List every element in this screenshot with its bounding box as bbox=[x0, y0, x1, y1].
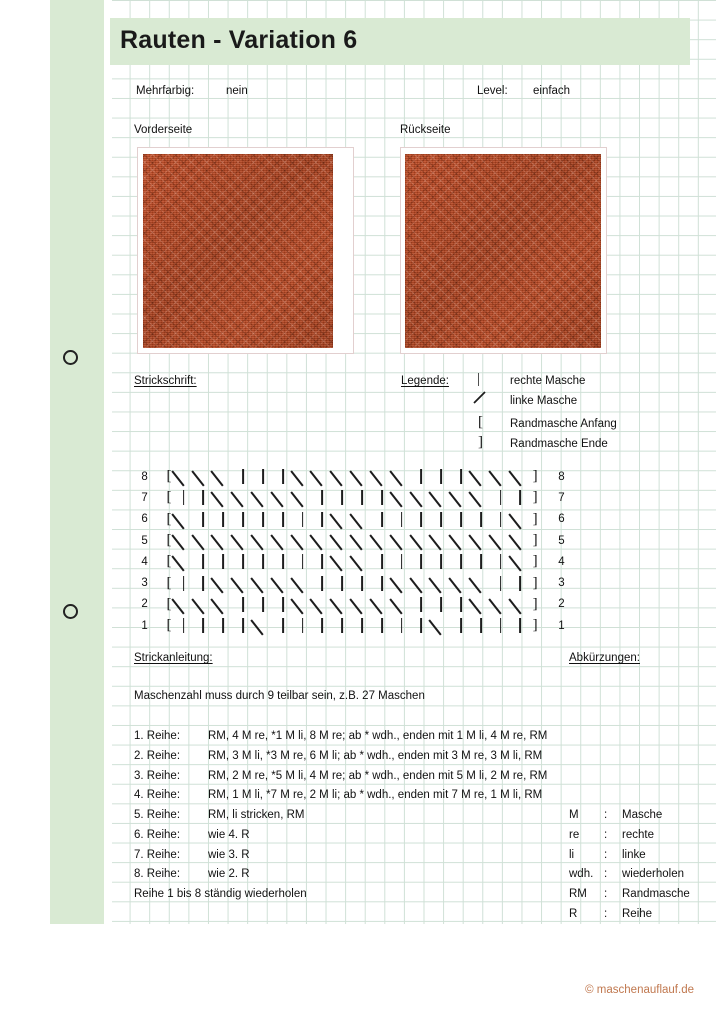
linke-masche-symbol-icon bbox=[491, 595, 511, 614]
abbr-value-0: Masche bbox=[622, 809, 663, 821]
linke-masche-symbol-icon bbox=[253, 531, 273, 550]
randmasche-anfang-symbol-icon: [ bbox=[166, 489, 172, 506]
abbr-key-1: re bbox=[569, 829, 580, 841]
title-banner bbox=[110, 18, 690, 65]
chart-row bbox=[133, 551, 573, 572]
instruction-row-7-text: wie 3. R bbox=[208, 849, 250, 861]
chart-stitch-group bbox=[174, 510, 530, 529]
randmasche-anfang-symbol-icon: [ bbox=[478, 414, 483, 430]
linke-masche-symbol-icon bbox=[471, 467, 491, 486]
rechte-masche-symbol-icon bbox=[451, 595, 471, 614]
rechte-masche-symbol-icon bbox=[491, 616, 511, 635]
chart-row-number-right: 5 bbox=[558, 534, 565, 547]
linke-masche-symbol-icon bbox=[491, 467, 511, 486]
rechte-masche-symbol-icon bbox=[451, 552, 471, 571]
rechte-masche-symbol-icon bbox=[273, 616, 293, 635]
linke-masche-symbol-icon bbox=[273, 488, 293, 507]
rechte-masche-symbol-icon bbox=[253, 510, 273, 529]
linke-masche-symbol-icon bbox=[352, 595, 372, 614]
rechte-masche-symbol-icon bbox=[253, 552, 273, 571]
linke-masche-symbol-icon bbox=[293, 574, 313, 593]
strickanleitung-heading: Strickanleitung: bbox=[134, 652, 213, 664]
chart-row-number-right: 8 bbox=[558, 470, 565, 483]
rechte-masche-symbol-icon bbox=[332, 488, 352, 507]
chart-row-number-right: 7 bbox=[558, 491, 565, 504]
instruction-row-6-text: wie 4. R bbox=[208, 829, 250, 841]
randmasche-anfang-symbol-icon: [ bbox=[166, 553, 172, 570]
linke-masche-symbol-icon bbox=[431, 616, 451, 635]
abbr-key-5: R bbox=[569, 908, 578, 920]
rechte-masche-symbol-icon bbox=[293, 510, 313, 529]
swatch-back-image bbox=[405, 154, 601, 348]
linke-masche-symbol-icon bbox=[233, 531, 253, 550]
rechte-masche-symbol-icon bbox=[213, 616, 233, 635]
instruction-row-1-text: RM, 4 M re, *1 M li, 8 M re; ab * wdh., enden mit 1 M li, 4 M re, RM bbox=[208, 730, 548, 742]
linke-masche-symbol-icon bbox=[332, 531, 352, 550]
rechte-masche-symbol-icon bbox=[253, 467, 273, 486]
chart-stitch-group bbox=[174, 488, 530, 507]
linke-masche-symbol-icon bbox=[431, 531, 451, 550]
randmasche-ende-symbol-icon: ] bbox=[532, 595, 538, 612]
linke-masche-symbol-icon bbox=[312, 595, 332, 614]
linke-masche-symbol-icon bbox=[293, 488, 313, 507]
randmasche-ende-symbol-icon: ] bbox=[532, 574, 538, 591]
rechte-masche-symbol-icon bbox=[233, 552, 253, 571]
rechte-masche-symbol-icon bbox=[352, 488, 372, 507]
randmasche-anfang-symbol-icon: [ bbox=[166, 510, 172, 527]
rechte-masche-symbol-icon bbox=[194, 616, 214, 635]
knitting-chart bbox=[133, 466, 573, 636]
linke-masche-symbol-icon bbox=[352, 510, 372, 529]
rechte-masche-symbol-icon bbox=[312, 510, 332, 529]
abbr-value-2: linke bbox=[622, 849, 646, 861]
punch-hole-top-icon bbox=[63, 350, 78, 365]
abbr-key-0: M bbox=[569, 809, 579, 821]
rechte-masche-symbol-icon bbox=[412, 467, 432, 486]
randmasche-ende-symbol-icon: ] bbox=[532, 553, 538, 570]
punch-hole-bottom-icon bbox=[63, 604, 78, 619]
linke-masche-symbol-icon bbox=[471, 574, 491, 593]
legend-label-randmasche-ende: Randmasche Ende bbox=[510, 438, 608, 450]
rechte-masche-symbol-icon bbox=[312, 488, 332, 507]
chart-row bbox=[133, 509, 573, 530]
randmasche-anfang-symbol-icon: [ bbox=[166, 617, 172, 634]
chart-row-number-left: 2 bbox=[141, 598, 148, 611]
rechte-masche-symbol-icon bbox=[273, 510, 293, 529]
rechte-masche-symbol-icon bbox=[312, 574, 332, 593]
legende-heading: Legende: bbox=[401, 375, 449, 387]
linke-masche-symbol-icon bbox=[213, 531, 233, 550]
instruction-row-5-text: RM, li stricken, RM bbox=[208, 809, 305, 821]
rechte-masche-symbol-icon bbox=[471, 552, 491, 571]
chart-stitch-group bbox=[174, 467, 530, 486]
swatch-back-label: Rückseite bbox=[400, 124, 451, 136]
instruction-row-8-label: 8. Reihe: bbox=[134, 868, 181, 880]
linke-masche-symbol-icon bbox=[392, 574, 412, 593]
rechte-masche-symbol-icon bbox=[511, 488, 531, 507]
rechte-masche-symbol-icon bbox=[312, 616, 332, 635]
linke-masche-symbol-icon bbox=[213, 574, 233, 593]
linke-masche-symbol-icon bbox=[332, 510, 352, 529]
rechte-masche-symbol-icon bbox=[431, 510, 451, 529]
chart-row-number-left: 3 bbox=[141, 577, 148, 590]
randmasche-ende-symbol-icon: ] bbox=[532, 532, 538, 549]
rechte-masche-symbol-icon bbox=[451, 467, 471, 486]
randmasche-anfang-symbol-icon: [ bbox=[166, 468, 172, 485]
chart-row-number-left: 4 bbox=[141, 555, 148, 568]
rechte-masche-symbol-icon bbox=[412, 595, 432, 614]
chart-row bbox=[133, 487, 573, 508]
randmasche-ende-symbol-icon: ] bbox=[532, 489, 538, 506]
linke-masche-symbol-icon bbox=[372, 531, 392, 550]
abbr-value-1: rechte bbox=[622, 829, 654, 841]
instruction-row-2-label: 2. Reihe: bbox=[134, 750, 181, 762]
chart-stitch-group bbox=[174, 616, 530, 635]
randmasche-ende-symbol-icon: ] bbox=[532, 617, 538, 634]
level-label: Level: bbox=[477, 85, 508, 97]
rechte-masche-symbol-icon bbox=[194, 510, 214, 529]
rechte-masche-symbol-icon bbox=[511, 616, 531, 635]
randmasche-anfang-symbol-icon: [ bbox=[166, 595, 172, 612]
rechte-masche-symbol-icon bbox=[511, 574, 531, 593]
page-title: Rauten - Variation 6 bbox=[120, 26, 358, 54]
linke-masche-symbol-icon bbox=[174, 467, 194, 486]
linke-masche-symbol-icon bbox=[174, 531, 194, 550]
rechte-masche-symbol-icon bbox=[233, 510, 253, 529]
mehrfarbig-value: nein bbox=[226, 85, 248, 97]
chart-row-number-right: 4 bbox=[558, 555, 565, 568]
rechte-masche-symbol-icon bbox=[273, 552, 293, 571]
instruction-row-1-label: 1. Reihe: bbox=[134, 730, 181, 742]
abbr-key-2: li bbox=[569, 849, 575, 861]
swatch-front-label: Vorderseite bbox=[134, 124, 193, 136]
rechte-masche-symbol-icon bbox=[372, 552, 392, 571]
linke-masche-symbol-icon bbox=[253, 574, 273, 593]
chart-row-number-left: 6 bbox=[141, 513, 148, 526]
rechte-masche-symbol-icon bbox=[491, 552, 511, 571]
linke-masche-symbol-icon bbox=[511, 510, 531, 529]
linke-masche-symbol-icon bbox=[273, 531, 293, 550]
abbr-colon-5: : bbox=[604, 908, 608, 920]
abbr-value-3: wiederholen bbox=[622, 868, 685, 880]
linke-masche-symbol-icon bbox=[352, 552, 372, 571]
linke-masche-symbol-icon bbox=[174, 595, 194, 614]
linke-masche-symbol-icon bbox=[471, 488, 491, 507]
rechte-masche-symbol-icon bbox=[451, 510, 471, 529]
mehrfarbig-label: Mehrfarbig: bbox=[136, 85, 195, 97]
rechte-masche-symbol-icon bbox=[213, 510, 233, 529]
linke-masche-symbol-icon bbox=[213, 467, 233, 486]
abbr-colon-3: : bbox=[604, 868, 608, 880]
chart-row bbox=[133, 530, 573, 551]
linke-masche-symbol-icon bbox=[511, 531, 531, 550]
chart-row-number-left: 5 bbox=[141, 534, 148, 547]
rechte-masche-symbol-icon bbox=[392, 552, 412, 571]
rechte-masche-symbol-icon bbox=[194, 552, 214, 571]
rechte-masche-symbol-icon bbox=[233, 595, 253, 614]
instruction-row-4-label: 4. Reihe: bbox=[134, 789, 181, 801]
chart-row-number-left: 8 bbox=[141, 470, 148, 483]
linke-masche-symbol-icon bbox=[352, 467, 372, 486]
chart-row-number-left: 1 bbox=[141, 619, 148, 632]
instruction-row-8-text: wie 2. R bbox=[208, 868, 250, 880]
linke-masche-symbol-icon bbox=[372, 595, 392, 614]
linke-masche-symbol-icon bbox=[471, 531, 491, 550]
swatch-front-image bbox=[143, 154, 333, 348]
linke-masche-symbol-icon bbox=[431, 574, 451, 593]
rechte-masche-symbol-icon bbox=[491, 510, 511, 529]
stitch-count-note: Maschenzahl muss durch 9 teilbar sein, z.B. 27 Maschen bbox=[134, 690, 425, 702]
linke-masche-symbol-icon bbox=[511, 467, 531, 486]
legend-label-linke-masche: linke Masche bbox=[510, 395, 578, 407]
linke-masche-symbol-icon bbox=[451, 531, 471, 550]
linke-masche-symbol-icon bbox=[352, 531, 372, 550]
instruction-row-6-label: 6. Reihe: bbox=[134, 829, 181, 841]
rechte-masche-symbol-icon bbox=[213, 552, 233, 571]
linke-masche-symbol-icon bbox=[392, 595, 412, 614]
rechte-masche-symbol-icon bbox=[352, 574, 372, 593]
instruction-row-5-label: 5. Reihe: bbox=[134, 809, 181, 821]
rechte-masche-symbol-icon bbox=[332, 616, 352, 635]
randmasche-ende-symbol-icon: ] bbox=[532, 510, 538, 527]
rechte-masche-symbol-icon bbox=[293, 616, 313, 635]
binder-strip bbox=[50, 0, 104, 924]
abbr-value-5: Reihe bbox=[622, 908, 653, 920]
linke-masche-symbol-icon bbox=[511, 595, 531, 614]
legend-label-rechte-masche: rechte Masche bbox=[510, 375, 586, 387]
linke-masche-symbol-icon bbox=[253, 616, 273, 635]
linke-masche-symbol-icon bbox=[233, 574, 253, 593]
chart-stitch-group bbox=[174, 552, 530, 571]
chart-row-number-right: 1 bbox=[558, 619, 565, 632]
linke-masche-symbol-icon bbox=[213, 595, 233, 614]
randmasche-ende-symbol-icon: ] bbox=[478, 434, 483, 450]
rechte-masche-symbol-icon bbox=[431, 467, 451, 486]
legend-label-randmasche-anfang: Randmasche Anfang bbox=[510, 418, 617, 430]
linke-masche-symbol-icon bbox=[451, 574, 471, 593]
rechte-masche-symbol-icon bbox=[392, 510, 412, 529]
instruction-row-3-text: RM, 2 M re, *5 M li, 4 M re; ab * wdh., enden mit 5 M li, 2 M re, RM bbox=[208, 770, 548, 782]
rechte-masche-symbol-icon bbox=[471, 616, 491, 635]
rechte-masche-symbol-icon bbox=[273, 467, 293, 486]
rechte-masche-symbol-icon bbox=[174, 488, 194, 507]
spreadsheet-grid bbox=[112, 0, 716, 924]
chart-row bbox=[133, 572, 573, 593]
abbr-key-4: RM bbox=[569, 888, 587, 900]
rechte-masche-symbol-icon bbox=[491, 574, 511, 593]
rechte-masche-symbol-icon bbox=[332, 574, 352, 593]
rechte-masche-symbol-icon bbox=[372, 574, 392, 593]
linke-masche-symbol-icon bbox=[392, 488, 412, 507]
linke-masche-symbol-icon bbox=[372, 467, 392, 486]
randmasche-anfang-symbol-icon: [ bbox=[166, 532, 172, 549]
chart-row-number-right: 2 bbox=[558, 598, 565, 611]
rechte-masche-symbol-icon bbox=[273, 595, 293, 614]
rechte-masche-symbol-icon bbox=[412, 510, 432, 529]
level-value: einfach bbox=[533, 85, 571, 97]
rechte-masche-symbol-icon bbox=[372, 616, 392, 635]
chart-stitch-group bbox=[174, 595, 530, 614]
rechte-masche-symbol-icon bbox=[491, 488, 511, 507]
abbr-key-3: wdh. bbox=[569, 868, 594, 880]
rechte-masche-symbol-icon bbox=[372, 510, 392, 529]
rechte-masche-symbol-icon bbox=[451, 616, 471, 635]
chart-row-number-left: 7 bbox=[141, 491, 148, 504]
instruction-row-3-label: 3. Reihe: bbox=[134, 770, 181, 782]
rechte-masche-symbol-icon bbox=[431, 595, 451, 614]
rechte-masche-symbol-icon bbox=[471, 510, 491, 529]
abbr-colon-0: : bbox=[604, 809, 608, 821]
chart-stitch-group bbox=[174, 531, 530, 550]
linke-masche-symbol-icon bbox=[511, 552, 531, 571]
rechte-masche-symbol-icon bbox=[293, 552, 313, 571]
linke-masche-symbol-icon bbox=[472, 390, 487, 405]
chart-row-number-right: 6 bbox=[558, 513, 565, 526]
rechte-masche-symbol-icon bbox=[174, 574, 194, 593]
instruction-row-7-label: 7. Reihe: bbox=[134, 849, 181, 861]
instruction-row-4-text: RM, 1 M li, *7 M re, 2 M li; ab * wdh., enden mit 7 M re, 1 M li, RM bbox=[208, 789, 543, 801]
abkuerzungen-heading: Abkürzungen: bbox=[569, 652, 640, 664]
linke-masche-symbol-icon bbox=[392, 531, 412, 550]
rechte-masche-symbol-icon bbox=[253, 595, 273, 614]
chart-row bbox=[133, 594, 573, 615]
linke-masche-symbol-icon bbox=[174, 510, 194, 529]
footer-copyright: © maschenauflauf.de bbox=[585, 984, 694, 996]
linke-masche-symbol-icon bbox=[471, 595, 491, 614]
chart-row-number-right: 3 bbox=[558, 577, 565, 590]
linke-masche-symbol-icon bbox=[174, 552, 194, 571]
strickschrift-heading: Strickschrift: bbox=[134, 375, 197, 387]
abbr-colon-4: : bbox=[604, 888, 608, 900]
abbr-colon-2: : bbox=[604, 849, 608, 861]
chart-stitch-group bbox=[174, 574, 530, 593]
chart-row bbox=[133, 466, 573, 487]
abbr-value-4: Randmasche bbox=[622, 888, 690, 900]
repeat-note: Reihe 1 bis 8 ständig wiederholen bbox=[134, 888, 307, 900]
rechte-masche-symbol-icon: | bbox=[477, 371, 481, 387]
linke-masche-symbol-icon bbox=[273, 574, 293, 593]
rechte-masche-symbol-icon bbox=[194, 574, 214, 593]
abbr-colon-1: : bbox=[604, 829, 608, 841]
linke-masche-symbol-icon bbox=[392, 467, 412, 486]
rechte-masche-symbol-icon bbox=[233, 467, 253, 486]
rechte-masche-symbol-icon bbox=[431, 552, 451, 571]
rechte-masche-symbol-icon bbox=[352, 616, 372, 635]
randmasche-anfang-symbol-icon: [ bbox=[166, 574, 172, 591]
linke-masche-symbol-icon bbox=[412, 574, 432, 593]
instruction-row-2-text: RM, 3 M li, *3 M re, 6 M li; ab * wdh., enden mit 3 M re, 3 M li, RM bbox=[208, 750, 543, 762]
linke-masche-symbol-icon bbox=[491, 531, 511, 550]
rechte-masche-symbol-icon bbox=[412, 552, 432, 571]
rechte-masche-symbol-icon bbox=[392, 616, 412, 635]
rechte-masche-symbol-icon bbox=[174, 616, 194, 635]
linke-masche-symbol-icon bbox=[332, 595, 352, 614]
randmasche-ende-symbol-icon: ] bbox=[532, 468, 538, 485]
chart-row bbox=[133, 615, 573, 636]
